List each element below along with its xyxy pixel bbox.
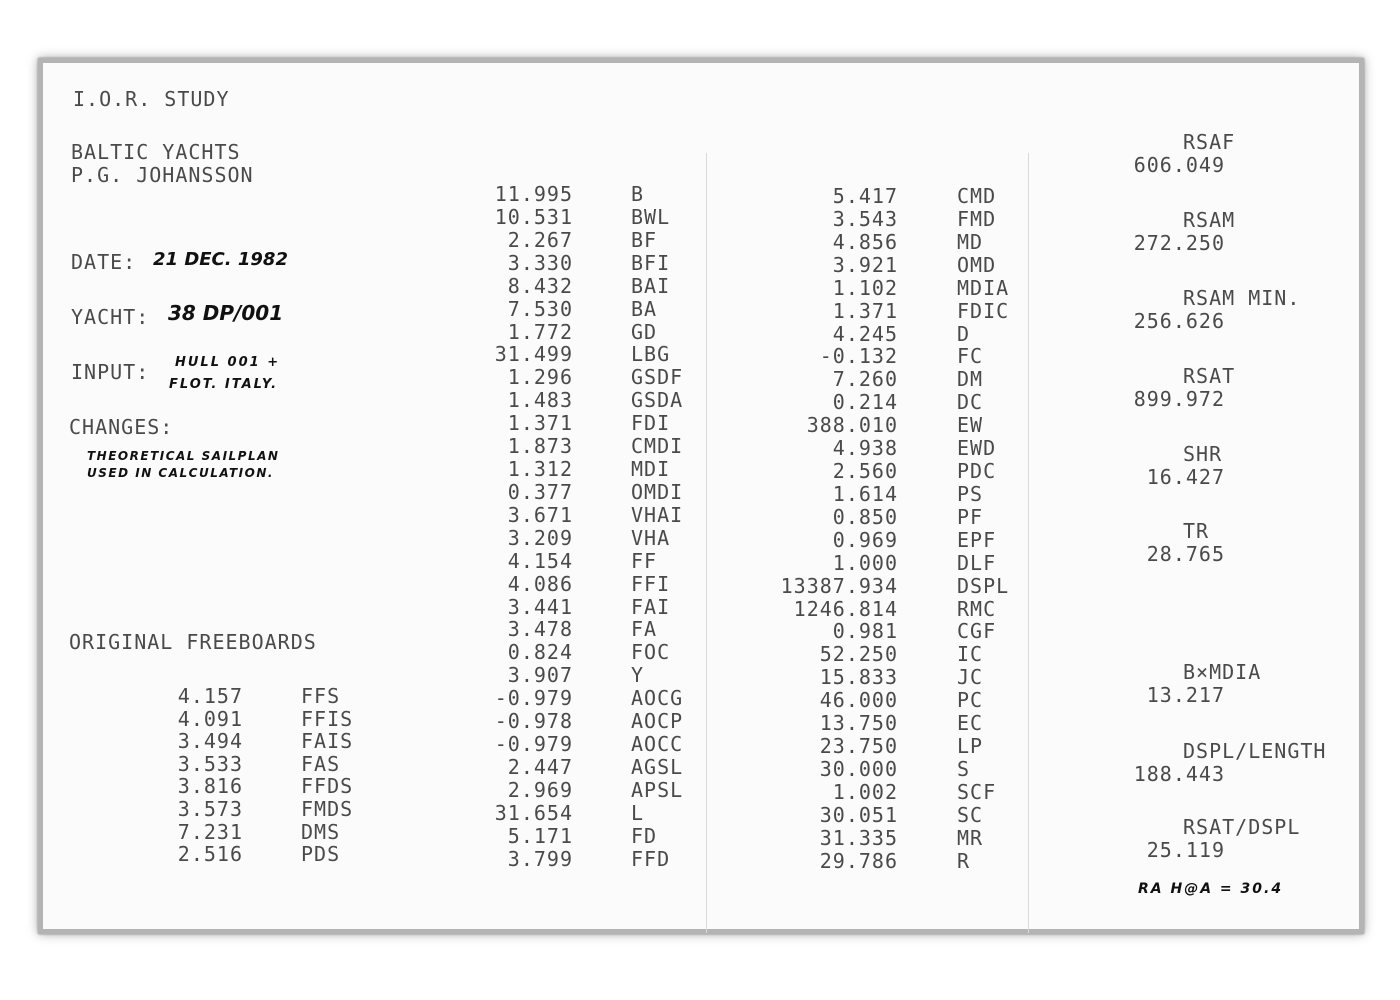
freeboard-row	[43, 730, 403, 753]
measurement-row	[443, 343, 703, 366]
freeboard-row	[43, 708, 403, 731]
measurement-value: 13.750	[819, 711, 898, 736]
measurement-row	[743, 368, 1043, 391]
measurement-row	[743, 483, 1043, 506]
measurement-row	[443, 848, 703, 871]
measurement-row	[443, 275, 703, 298]
measurement-label: FD	[631, 823, 658, 848]
measurement-column-2	[743, 185, 1043, 885]
measurement-label: DC	[957, 390, 984, 415]
measurement-value: 31.335	[819, 825, 898, 850]
freeboard-row	[43, 685, 403, 708]
summary-label: B×MDIA	[1183, 660, 1262, 684]
measurement-label: DSPL	[957, 573, 1010, 598]
measurement-value: 3.671	[507, 502, 573, 527]
measurement-value: -0.979	[494, 686, 573, 711]
measurement-row	[743, 620, 1043, 643]
measurement-label: FAI	[631, 594, 671, 619]
measurement-row	[443, 412, 703, 435]
measurement-value: 3.543	[832, 206, 898, 231]
measurement-value: 30.000	[819, 757, 898, 781]
measurement-row	[443, 618, 703, 641]
measurement-value: 2.447	[507, 755, 573, 779]
measurement-label: BFI	[631, 250, 671, 275]
measurement-value: 31.499	[494, 342, 573, 367]
measurement-value: 388.010	[806, 413, 898, 438]
measurement-label: MR	[957, 825, 984, 850]
measurement-label: PDC	[957, 459, 997, 484]
measurement-value: 30.051	[819, 802, 898, 827]
measurement-label: PS	[957, 481, 984, 506]
measurement-label: EWD	[957, 436, 997, 461]
freeboard-row	[43, 821, 403, 844]
measurement-value: 3.907	[507, 663, 573, 688]
measurement-label: BA	[631, 296, 658, 321]
measurement-value: 10.531	[494, 204, 573, 229]
measurement-value: 0.981	[832, 619, 898, 644]
freeboard-value: 3.494	[177, 729, 243, 754]
measurement-label: BAI	[631, 273, 671, 298]
measurement-label: SC	[957, 802, 984, 827]
measurement-value: 46.000	[819, 688, 898, 713]
measurement-value: -0.132	[819, 344, 898, 369]
measurement-value: 4.086	[507, 571, 573, 596]
measurement-row	[743, 666, 1043, 689]
measurement-label: MD	[957, 229, 984, 254]
measurement-row	[443, 252, 703, 275]
measurement-row	[743, 827, 1043, 850]
measurement-value: 52.250	[819, 642, 898, 667]
freeboard-value: 4.091	[177, 706, 243, 731]
measurement-label: BF	[631, 227, 658, 252]
measurement-value: 1.312	[507, 457, 573, 482]
summary-value: 272.250	[1133, 231, 1225, 255]
measurement-label: DM	[957, 367, 984, 392]
measurement-row	[443, 756, 703, 779]
measurement-label: PF	[957, 504, 984, 529]
measurement-row	[743, 781, 1043, 804]
measurement-value: 5.417	[832, 184, 898, 208]
measurement-label: FA	[631, 617, 658, 642]
measurement-row	[443, 687, 703, 710]
measurement-value: 3.209	[507, 525, 573, 550]
measurement-label: FFI	[631, 571, 671, 596]
input-line-1: HULL 001 +	[175, 355, 281, 370]
measurement-value: 4.154	[507, 548, 573, 573]
changes-line-1: THEORETICAL SAILPLAN	[87, 449, 280, 463]
measurement-row	[743, 300, 1043, 323]
measurement-row	[743, 345, 1043, 368]
measurement-row	[743, 323, 1043, 346]
freeboard-row	[43, 798, 403, 821]
changes-label: CHANGES:	[69, 415, 174, 439]
summary-label: RSAT/DSPL	[1183, 815, 1301, 839]
freeboard-label: FFDS	[301, 774, 354, 799]
freeboard-label: FAS	[301, 751, 341, 776]
measurement-value: 1.614	[832, 481, 898, 506]
measurement-value: 1.772	[507, 319, 573, 344]
summary-value: 13.217	[1146, 683, 1225, 707]
measurement-value: 4.938	[832, 436, 898, 461]
measurement-value: 31.654	[494, 800, 573, 825]
measurement-row	[443, 183, 703, 206]
measurement-label: AOCG	[631, 686, 684, 711]
measurement-label: EC	[957, 711, 984, 736]
measurement-value: 0.850	[832, 504, 898, 529]
freeboard-value: 4.157	[177, 684, 243, 708]
measurement-value: 1.371	[832, 298, 898, 323]
measurement-row	[443, 664, 703, 687]
measurement-value: 1.371	[507, 411, 573, 436]
measurement-label: FMD	[957, 206, 997, 231]
measurement-value: 8.432	[507, 273, 573, 298]
measurement-row	[443, 321, 703, 344]
measurement-label: GSDF	[631, 365, 684, 390]
measurement-row	[443, 527, 703, 550]
measurement-value: 2.969	[507, 777, 573, 802]
freeboard-label: PDS	[301, 842, 341, 867]
measurement-value: 29.786	[819, 848, 898, 873]
summary-value: 899.972	[1133, 387, 1225, 411]
measurement-value: 11.995	[494, 182, 573, 206]
measurement-row	[743, 712, 1043, 735]
measurement-row	[443, 229, 703, 252]
measurement-value: 1.002	[832, 779, 898, 804]
measurement-row	[443, 458, 703, 481]
measurement-row	[743, 277, 1043, 300]
measurement-value: 2.267	[507, 227, 573, 252]
measurement-row	[443, 481, 703, 504]
measurement-value: 1.296	[507, 365, 573, 390]
measurement-label: FDIC	[957, 298, 1010, 323]
measurement-label: BWL	[631, 204, 671, 229]
measurement-label: LBG	[631, 342, 671, 367]
measurement-value: 7.530	[507, 296, 573, 321]
handwritten-note: RA H@A = 30.4	[1138, 881, 1284, 897]
freeboard-label: DMS	[301, 819, 341, 844]
measurement-label: APSL	[631, 777, 684, 802]
measurement-row	[443, 550, 703, 573]
date-label: DATE:	[71, 250, 137, 274]
measurement-label: DLF	[957, 550, 997, 575]
measurement-label: R	[957, 848, 971, 873]
summary-label: RSAF	[1183, 130, 1236, 154]
measurement-value: 3.330	[507, 250, 573, 275]
measurement-value: 3.441	[507, 594, 573, 619]
measurement-row	[743, 231, 1043, 254]
measurement-row	[443, 802, 703, 825]
yacht-value: 38 DP/001	[168, 301, 284, 325]
measurement-label: FC	[957, 344, 984, 369]
summary-label: RSAM MIN.	[1183, 286, 1301, 310]
measurement-label: AGSL	[631, 755, 684, 779]
freeboard-label: FFS	[301, 684, 341, 708]
measurement-row	[443, 504, 703, 527]
measurement-label: AOCP	[631, 709, 684, 734]
measurement-label: LP	[957, 734, 984, 759]
input-line-2: FLOT. ITALY.	[169, 377, 279, 392]
summary-label: DSPL/LENGTH	[1183, 739, 1327, 763]
measurement-value: 4.245	[832, 321, 898, 346]
measurement-value: -0.978	[494, 709, 573, 734]
measurement-value: 7.260	[832, 367, 898, 392]
measurement-value: 13387.934	[780, 573, 898, 598]
measurement-label: Y	[631, 663, 645, 688]
freeboard-row	[43, 775, 403, 798]
summary-label: SHR	[1183, 442, 1223, 466]
yacht-label: YACHT:	[71, 305, 150, 329]
measurement-label: D	[957, 321, 971, 346]
measurement-row	[443, 825, 703, 848]
measurement-row	[743, 254, 1043, 277]
measurement-value: 0.214	[832, 390, 898, 415]
measurement-row	[743, 391, 1043, 414]
freeboard-row	[43, 753, 403, 776]
measurement-row	[743, 575, 1043, 598]
freeboards-table	[43, 685, 403, 875]
measurement-row	[743, 208, 1043, 231]
measurement-label: SCF	[957, 779, 997, 804]
measurement-column-1	[443, 183, 703, 883]
measurement-label: OMDI	[631, 479, 684, 504]
measurement-value: 0.824	[507, 640, 573, 665]
summary-value: 256.626	[1133, 309, 1225, 333]
measurement-label: RMC	[957, 596, 997, 621]
measurement-row	[743, 804, 1043, 827]
summary-label: RSAM	[1183, 208, 1236, 232]
measurement-value: 5.171	[507, 823, 573, 848]
measurement-value: 1.873	[507, 434, 573, 459]
measurement-row	[443, 779, 703, 802]
date-value: 21 DEC. 1982	[153, 249, 288, 270]
summary-value: 16.427	[1146, 465, 1225, 489]
measurement-value: 4.856	[832, 229, 898, 254]
measurement-row	[743, 735, 1043, 758]
freeboards-title: ORIGINAL FREEBOARDS	[69, 630, 317, 654]
measurement-label: MDI	[631, 457, 671, 482]
measurement-value: -0.979	[494, 732, 573, 757]
measurement-value: 23.750	[819, 734, 898, 759]
measurement-row	[743, 460, 1043, 483]
measurement-label: FDI	[631, 411, 671, 436]
measurement-row	[743, 552, 1043, 575]
input-label: INPUT:	[71, 360, 150, 384]
changes-line-2: USED IN CALCULATION.	[87, 466, 274, 480]
measurement-row	[443, 573, 703, 596]
measurement-row	[743, 437, 1043, 460]
freeboard-value: 3.816	[177, 774, 243, 799]
company-name: BALTIC YACHTS	[71, 140, 241, 164]
measurement-row	[743, 185, 1043, 208]
person-name: P.G. JOHANSSON	[71, 163, 254, 187]
measurement-label: JC	[957, 665, 984, 690]
measurement-row	[743, 643, 1043, 666]
freeboard-label: FFIS	[301, 706, 354, 731]
measurement-label: VHAI	[631, 502, 684, 527]
freeboard-value: 3.573	[177, 797, 243, 821]
measurement-label: FFD	[631, 846, 671, 871]
measurement-label: CGF	[957, 619, 997, 644]
measurement-value: 0.969	[832, 527, 898, 552]
measurement-row	[443, 596, 703, 619]
summary-value: 606.049	[1133, 153, 1225, 177]
measurement-label: VHA	[631, 525, 671, 550]
measurement-row	[443, 641, 703, 664]
measurement-row	[743, 850, 1043, 873]
measurement-row	[443, 389, 703, 412]
measurement-label: AOCC	[631, 732, 684, 757]
measurement-row	[443, 206, 703, 229]
measurement-label: PC	[957, 688, 984, 713]
measurement-value: 1.102	[832, 275, 898, 300]
measurement-label: B	[631, 182, 645, 206]
freeboard-label: FAIS	[301, 729, 354, 754]
measurement-label: S	[957, 757, 971, 781]
measurement-value: 3.799	[507, 846, 573, 871]
measurement-label: EPF	[957, 527, 997, 552]
freeboard-value: 7.231	[177, 819, 243, 844]
freeboard-value: 2.516	[177, 842, 243, 867]
freeboard-label: FMDS	[301, 797, 354, 821]
measurement-row	[743, 758, 1043, 781]
measurement-label: FF	[631, 548, 658, 573]
summary-value: 188.443	[1133, 762, 1225, 786]
measurement-label: OMD	[957, 252, 997, 277]
measurement-row	[743, 529, 1043, 552]
measurement-value: 15.833	[819, 665, 898, 690]
measurement-value: 3.921	[832, 252, 898, 277]
measurement-value: 3.478	[507, 617, 573, 642]
measurement-label: EW	[957, 413, 984, 438]
measurement-row	[443, 435, 703, 458]
measurement-label: FOC	[631, 640, 671, 665]
freeboard-row	[43, 843, 403, 866]
measurement-label: GD	[631, 319, 658, 344]
measurement-label: CMDI	[631, 434, 684, 459]
summary-label: RSAT	[1183, 364, 1236, 388]
measurement-value: 0.377	[507, 479, 573, 504]
measurement-label: GSDA	[631, 388, 684, 413]
document-title: I.O.R. STUDY	[73, 87, 230, 111]
measurement-label: IC	[957, 642, 984, 667]
measurement-row	[443, 298, 703, 321]
measurement-label: L	[631, 800, 645, 825]
measurement-row	[743, 506, 1043, 529]
summary-value: 25.119	[1146, 838, 1225, 862]
measurement-row	[743, 414, 1043, 437]
summary-label: TR	[1183, 519, 1210, 543]
measurement-label: CMD	[957, 184, 997, 208]
summary-column	[1113, 63, 1363, 893]
measurement-label: MDIA	[957, 275, 1010, 300]
measurement-row	[443, 733, 703, 756]
measurement-value: 1246.814	[793, 596, 898, 621]
freeboard-value: 3.533	[177, 751, 243, 776]
measurement-value: 2.560	[832, 459, 898, 484]
measurement-value: 1.000	[832, 550, 898, 575]
printout-sheet	[38, 58, 1364, 934]
measurement-row	[443, 366, 703, 389]
summary-value: 28.765	[1146, 542, 1225, 566]
measurement-row	[743, 689, 1043, 712]
measurement-value: 1.483	[507, 388, 573, 413]
column-divider	[706, 153, 707, 933]
measurement-row	[743, 598, 1043, 621]
measurement-row	[443, 710, 703, 733]
